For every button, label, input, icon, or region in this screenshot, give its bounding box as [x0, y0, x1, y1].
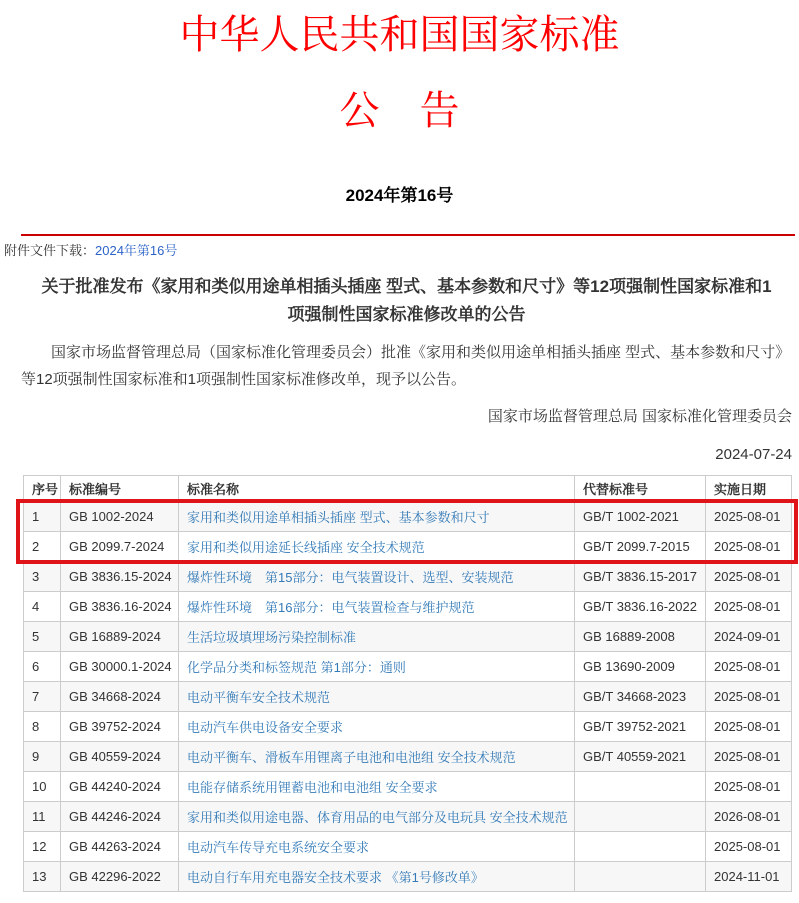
row-name-cell — [179, 832, 575, 862]
notice-section — [0, 273, 799, 463]
row-replaced-code: GB/T 2099.7-2015 — [575, 532, 706, 562]
row-code: GB 44246-2024 — [61, 802, 179, 832]
row-code: GB 42296-2022 — [61, 862, 179, 892]
table-row — [24, 862, 792, 892]
row-effective-date: 2025-08-01 — [706, 502, 792, 532]
standards-table-body — [24, 502, 792, 892]
row-effective-date: 2025-08-01 — [706, 832, 792, 862]
standard-name-link[interactable]: 家用和类似用途电器、体育用品的电气部分及电玩具 安全技术规范 — [187, 810, 568, 826]
row-name-cell — [179, 562, 575, 592]
row-replaced-code — [575, 772, 706, 802]
document-title: 中华人民共和国国家标准 — [179, 12, 620, 57]
row-effective-date: 2025-08-01 — [706, 592, 792, 622]
col-header-code: 标准编号 — [61, 476, 179, 502]
notice-body: 国家市场监督管理总局（国家标准化管理委员会）批准《家用和类似用途单相插头插座 型式、基本参数和尺寸》等12项强制性国家标准和1项强制性国家标准修改单，现予以公告。 — [21, 344, 791, 389]
row-seq: 13 — [24, 862, 61, 892]
table-row — [24, 772, 792, 802]
row-code: GB 44263-2024 — [61, 832, 179, 862]
row-seq: 1 — [24, 502, 61, 532]
row-seq: 3 — [24, 562, 61, 592]
standard-name-link[interactable]: 爆炸性环境 第15部分：电气装置设计、选型、安装规范 — [187, 570, 514, 586]
row-seq: 12 — [24, 832, 61, 862]
row-effective-date: 2025-08-01 — [706, 772, 792, 802]
row-replaced-code — [575, 802, 706, 832]
table-row — [24, 592, 792, 622]
row-name-cell — [179, 502, 575, 532]
row-seq: 9 — [24, 742, 61, 772]
document-header — [0, 12, 799, 206]
row-seq: 2 — [24, 532, 61, 562]
row-replaced-code: GB/T 39752-2021 — [575, 712, 706, 742]
row-effective-date: 2024-11-01 — [706, 862, 792, 892]
row-name-cell — [179, 712, 575, 742]
table-row — [24, 562, 792, 592]
col-header-effective: 实施日期 — [706, 476, 792, 502]
col-header-seq: 序号 — [24, 476, 61, 502]
standard-name-link[interactable]: 电能存储系统用锂蓄电池和电池组 安全要求 — [187, 780, 438, 796]
row-seq: 6 — [24, 652, 61, 682]
row-replaced-code: GB 13690-2009 — [575, 652, 706, 682]
row-replaced-code: GB/T 3836.15-2017 — [575, 562, 706, 592]
row-name-cell — [179, 592, 575, 622]
standard-name-link[interactable]: 电动汽车供电设备安全要求 — [187, 720, 344, 736]
row-code: GB 16889-2024 — [61, 622, 179, 652]
row-replaced-code: GB 16889-2008 — [575, 622, 706, 652]
row-name-cell — [179, 772, 575, 802]
row-code: GB 40559-2024 — [61, 742, 179, 772]
standard-name-link[interactable]: 电动平衡车、滑板车用锂离子电池和电池组 安全技术规范 — [187, 750, 516, 766]
row-effective-date: 2026-08-01 — [706, 802, 792, 832]
table-row — [24, 532, 792, 562]
row-name-cell — [179, 532, 575, 562]
row-replaced-code: GB/T 34668-2023 — [575, 682, 706, 712]
row-seq: 10 — [24, 772, 61, 802]
standard-name-link[interactable]: 爆炸性环境 第16部分：电气装置检查与维护规范 — [187, 600, 475, 616]
standard-name-link[interactable]: 电动汽车传导充电系统安全要求 — [187, 840, 370, 856]
row-code: GB 3836.15-2024 — [61, 562, 179, 592]
table-row — [24, 652, 792, 682]
row-effective-date: 2025-08-01 — [706, 742, 792, 772]
row-effective-date: 2025-08-01 — [706, 712, 792, 742]
standards-table — [23, 475, 792, 892]
table-row — [24, 832, 792, 862]
standard-name-link[interactable]: 电动自行车用充电器安全技术要求 《第1号修改单》 — [187, 870, 484, 886]
row-code: GB 3836.16-2024 — [61, 592, 179, 622]
standard-name-link[interactable]: 家用和类似用途延长线插座 安全技术规范 — [187, 540, 425, 556]
row-name-cell — [179, 862, 575, 892]
row-replaced-code — [575, 862, 706, 892]
table-row — [24, 622, 792, 652]
notice-title: 关于批准发布《家用和类似用途单相插头插座 型式、基本参数和尺寸》等12项强制性国家标准和1项强制性国家标准修改单的公告 — [41, 277, 772, 325]
attachment-label: 附件文件下载： — [4, 243, 96, 258]
attachment-row — [4, 242, 799, 260]
standards-table-wrap — [23, 475, 791, 892]
row-seq: 8 — [24, 712, 61, 742]
row-name-cell — [179, 742, 575, 772]
red-divider-rule — [21, 234, 795, 236]
row-effective-date: 2024-09-01 — [706, 622, 792, 652]
notice-date: 2024-07-24 — [715, 446, 792, 464]
table-row — [24, 712, 792, 742]
standard-name-link[interactable]: 生活垃圾填埋场污染控制标准 — [187, 630, 357, 646]
table-row — [24, 502, 792, 532]
row-name-cell — [179, 622, 575, 652]
standard-name-link[interactable]: 化学品分类和标签规范 第1部分：通则 — [187, 660, 406, 676]
table-row — [24, 742, 792, 772]
row-code: GB 39752-2024 — [61, 712, 179, 742]
standard-name-link[interactable]: 家用和类似用途单相插头插座 型式、基本参数和尺寸 — [187, 510, 490, 526]
row-effective-date: 2025-08-01 — [706, 682, 792, 712]
row-replaced-code: GB/T 1002-2021 — [575, 502, 706, 532]
issue-number: 2024年第16号 — [345, 186, 454, 205]
row-replaced-code — [575, 832, 706, 862]
row-code: GB 1002-2024 — [61, 502, 179, 532]
attachment-download-link[interactable]: 2024年第16号 — [95, 243, 178, 258]
row-effective-date: 2025-08-01 — [706, 562, 792, 592]
row-code: GB 34668-2024 — [61, 682, 179, 712]
row-name-cell — [179, 802, 575, 832]
row-replaced-code: GB/T 3836.16-2022 — [575, 592, 706, 622]
standard-name-link[interactable]: 电动平衡车安全技术规范 — [187, 690, 331, 706]
row-seq: 4 — [24, 592, 61, 622]
document-subtitle: 公 告 — [339, 88, 460, 133]
row-effective-date: 2025-08-01 — [706, 652, 792, 682]
row-name-cell — [179, 682, 575, 712]
table-row — [24, 802, 792, 832]
row-code: GB 30000.1-2024 — [61, 652, 179, 682]
col-header-name: 标准名称 — [179, 476, 575, 502]
table-row — [24, 682, 792, 712]
notice-signature: 国家市场监督管理总局 国家标准化管理委员会 — [487, 408, 792, 426]
row-seq: 11 — [24, 802, 61, 832]
row-seq: 7 — [24, 682, 61, 712]
row-code: GB 2099.7-2024 — [61, 532, 179, 562]
row-replaced-code: GB/T 40559-2021 — [575, 742, 706, 772]
row-name-cell — [179, 652, 575, 682]
row-seq: 5 — [24, 622, 61, 652]
col-header-replaces: 代替标准号 — [575, 476, 706, 502]
row-code: GB 44240-2024 — [61, 772, 179, 802]
table-header-row — [24, 476, 792, 502]
row-effective-date: 2025-08-01 — [706, 532, 792, 562]
